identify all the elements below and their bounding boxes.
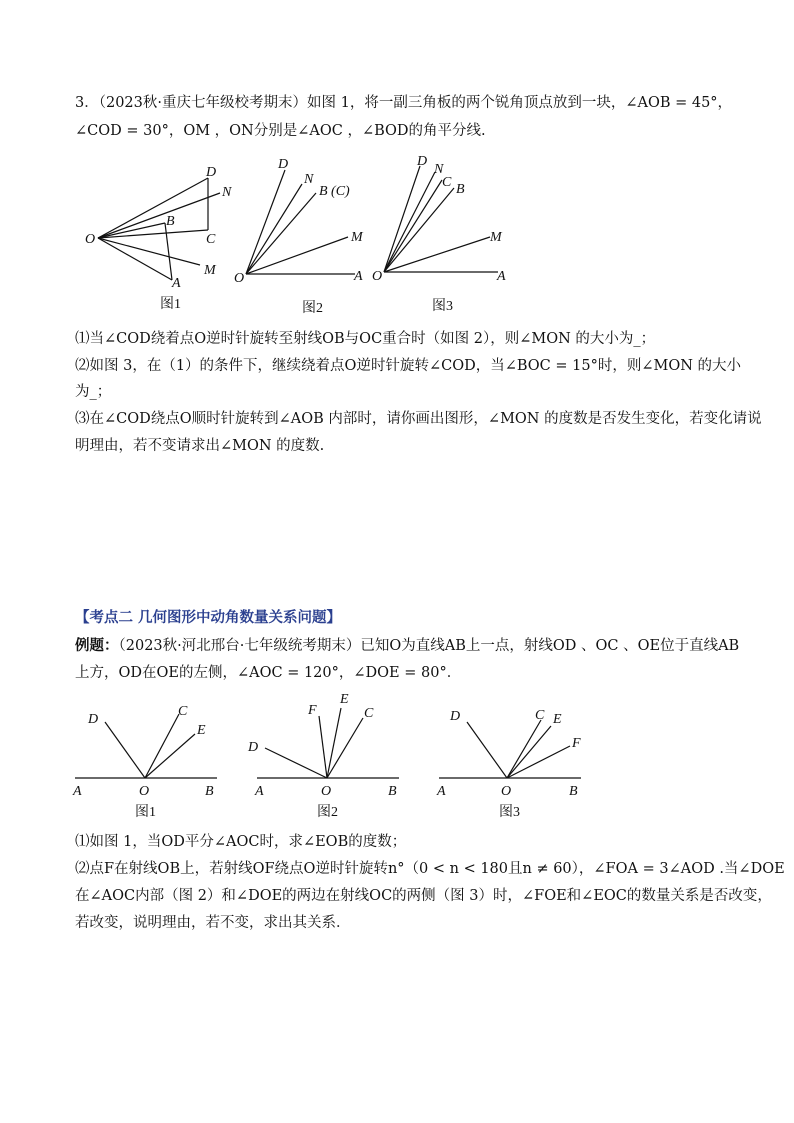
example-text: （2023秋·河北邢台·七年级统考期末）已知O为直线AB上一点，射线OD 、OC 、OE位于直线AB (118, 638, 740, 654)
fig1-label-A: A (172, 276, 181, 291)
fig1-label-O: O (85, 232, 96, 247)
s2-fig3-label-O: O (501, 784, 512, 799)
s2-fig3-label-B: B (569, 784, 578, 799)
s2-fig2-label-B: B (388, 784, 397, 799)
problem3-figures (80, 150, 530, 320)
s2-fig3-caption: 图3 (499, 805, 520, 820)
problem3-q3-line2: 明理由，若不变请求出∠MON 的度数. (75, 438, 325, 454)
problem3-q3-line1: ⑶在∠COD绕点O顺时针旋转到∠AOB 内部时，请你画出图形，∠MON 的度数是否发生变化，若变化请说 (75, 411, 762, 427)
fig1-label-D: D (206, 165, 217, 180)
s2-fig3-label-A: A (437, 784, 446, 799)
s2-fig2-label-F: F (308, 703, 317, 718)
fig3-label-D: D (417, 154, 428, 169)
section2-figures (65, 688, 595, 823)
problem3-q1: ⑴当∠COD绕着点O逆时针旋转至射线OB与OC重合时（如图 2），则∠MON 的大小为_； (75, 331, 656, 347)
s2-fig3-label-E: E (553, 712, 562, 727)
fig1-label-B: B (166, 214, 175, 229)
section2-figure2 (247, 692, 399, 820)
s2-fig3-label-F: F (572, 736, 581, 751)
fig2-label-N: N (304, 172, 314, 187)
section2-figure1 (72, 704, 217, 820)
fig3-label-M: M (490, 230, 502, 245)
fig3-label-C: C (442, 175, 452, 190)
section2-example-line1 (75, 636, 740, 656)
s2-fig1-label-A: A (73, 784, 82, 799)
s2-fig1-label-D: D (88, 712, 99, 727)
problem3-figure3 (372, 154, 506, 314)
section2-q2-line1: ⑵点F在射线OB上，若射线OF绕点O逆时针旋转n°（0 < n < 180且n ≠ 60），∠FOA = 3∠AOD .当∠DOE (75, 861, 785, 877)
fig3-caption: 图3 (432, 299, 453, 314)
fig2-label-A: A (354, 269, 363, 284)
s2-fig2-caption: 图2 (317, 805, 338, 820)
s2-fig1-caption: 图1 (135, 805, 156, 820)
s2-fig1-label-O: O (139, 784, 150, 799)
s2-fig3-label-C: C (535, 708, 545, 723)
fig2-label-O: O (234, 271, 245, 286)
fig1-label-C: C (206, 232, 216, 247)
s2-fig3-label-D: D (450, 709, 461, 724)
s2-fig2-label-O: O (321, 784, 332, 799)
problem3-q2-line2: 为_； (75, 384, 112, 400)
s2-fig2-label-E: E (340, 692, 349, 707)
fig3-label-B: B (456, 182, 465, 197)
fig3-label-O: O (372, 269, 383, 284)
fig2-label-D: D (278, 157, 289, 172)
section2-q2-line3: 若改变，说明理由，若不变，求出其关系． (75, 915, 351, 931)
fig2-label-M: M (351, 230, 363, 245)
s2-fig2-label-D: D (248, 740, 259, 755)
section2-heading: 【考点二 几何图形中动角数量关系问题】 (75, 609, 342, 626)
fig1-label-N: N (222, 185, 232, 200)
problem3-figure1 (85, 165, 232, 312)
problem3-q2-line1: ⑵如图 3，在（1）的条件下，继续绕着点O逆时针旋转∠COD，当∠BOC = 15°时，则∠MON 的大小 (75, 358, 742, 374)
fig2-caption: 图2 (302, 301, 323, 316)
problem3-line2: ∠COD = 30°，OM ，ON分别是∠AOC ，∠BOD的角平分线. (75, 123, 486, 139)
fig2-label-BC: B (C) (319, 184, 350, 199)
example-label: 例题： (75, 637, 119, 654)
s2-fig1-label-C: C (178, 704, 188, 719)
section2-figure3 (436, 708, 581, 820)
fig1-caption: 图1 (160, 297, 181, 312)
fig1-label-M: M (204, 263, 216, 278)
s2-fig2-label-C: C (364, 706, 374, 721)
problem3-line1: 3．（2023秋·重庆七年级校考期末）如图 1，将一副三角板的两个锐角顶点放到一块，∠AOB = 45°， (75, 95, 733, 111)
fig3-label-A: A (497, 269, 506, 284)
section2-q1: ⑴如图 1，当OD平分∠AOC时，求∠EOB的度数； (75, 834, 407, 850)
section2-example-line2: 上方，OD在OE的左侧，∠AOC = 120°，∠DOE = 80°． (75, 665, 462, 681)
s2-fig1-label-E: E (197, 723, 206, 738)
s2-fig2-label-A: A (255, 784, 264, 799)
problem3-figure2 (234, 157, 364, 316)
section2-q2-line2: 在∠AOC内部（图 2）和∠DOE的两边在射线OC的两侧（图 3）时，∠FOE和∠EOC的数量关系是否改变， (75, 888, 772, 904)
s2-fig1-label-B: B (205, 784, 214, 799)
fig3-label-N: N (434, 162, 444, 177)
